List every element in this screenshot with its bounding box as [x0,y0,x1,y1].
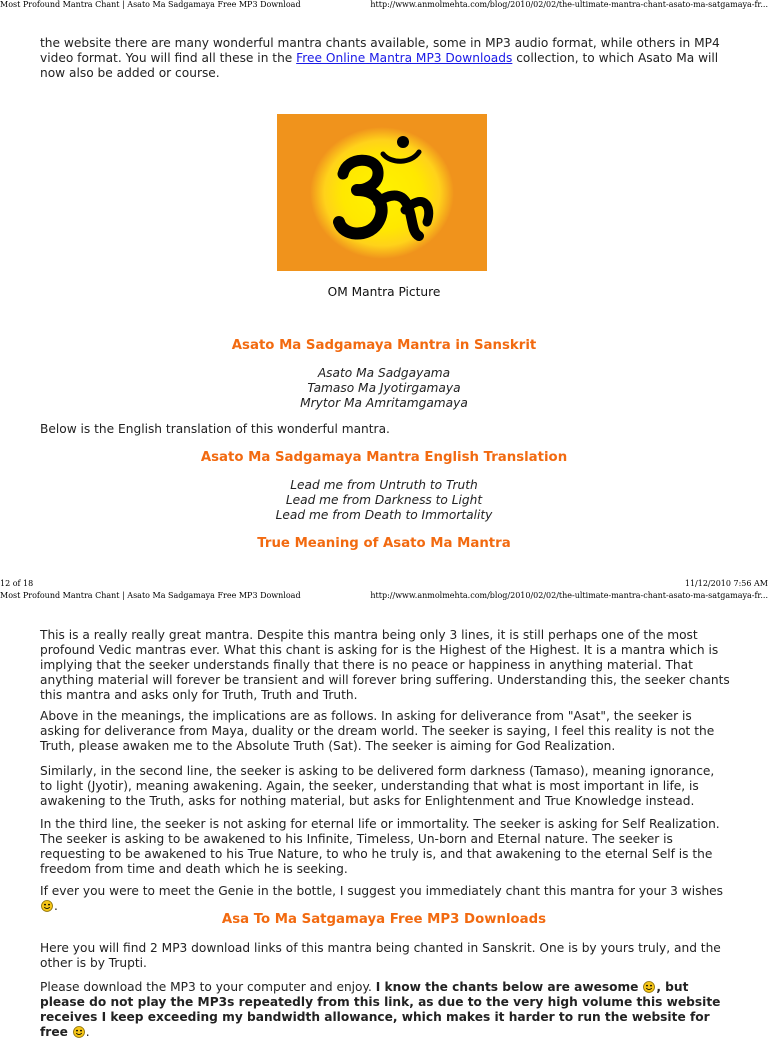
print-footer [0,579,768,591]
sanskrit-heading: Asato Ma Sadgamaya Mantra in Sanskrit [231,338,537,353]
downloads-heading: Asa To Ma Satgamaya Free MP3 Downloads [221,912,547,927]
verse-line: Lead me from Death to Immortality [275,508,493,522]
translation-intro: Below is the English translation of this wonderful mantra. [40,422,390,436]
smiley-icon [643,981,655,993]
verse-line: Tamaso Ma Jyotirgamaya [307,381,461,395]
page-number: 12 of 18 [0,579,34,588]
sanskrit-verse [0,366,768,411]
downloads-paragraph-1: Here you will find 2 MP3 download links of this mantra being chanted in Sanskrit. One is by yours truly, and the other is by Trupti. [40,941,721,970]
translation-heading: Asato Ma Sadgamaya Mantra English Translation [200,450,568,465]
print-timestamp: 11/12/2010 7:56 AM [684,579,768,588]
print-header-2 [0,591,768,603]
print-header-url: http://www.anmolmehta.com/blog/2010/02/02/the-ultimate-mantra-chant-asato-ma-satgamaya-fr... [370,0,768,9]
om-symbol-icon [277,114,487,271]
verse-line: Mrytor Ma Amritamgamaya [300,396,468,410]
print-header-url: http://www.anmolmehta.com/blog/2010/02/02/the-ultimate-mantra-chant-asato-ma-satgamaya-fr... [370,591,768,600]
free-mantra-downloads-link[interactable]: Free Online Mantra MP3 Downloads [296,51,513,65]
print-header-title: Most Profound Mantra Chant | Asato Ma Sadgamaya Free MP3 Download [0,0,301,9]
meaning-paragraph-4: In the third line, the seeker is not asking for eternal life or immortality. The seeker is asking for Self Realization. The seeker is asking to be awakened to his Infinite, Timeless, Un-born and Eternal nature. The seeker is requesting to be awakened to his True Nature, to who he truly is, and that awakening to the eternal Self is the freedom from time and death which he is seeking. [40,817,720,876]
verse-line: Asato Ma Sadgayama [317,366,451,380]
translation-verse [0,478,768,523]
meaning-heading: True Meaning of Asato Ma Mantra [257,536,511,551]
intro-paragraph: the website there are many wonderful mantra chants available, some in MP3 audio format, while others in MP4 video format. You will find all these in the Free Online Mantra MP3 Downloads collection, to which Asato Ma will now also be added or course. [40,36,720,80]
meaning-paragraph-2: Above in the meanings, the implications are as follows. In asking for deliverance from "Asat", the seeker is asking for deliverance from Maya, duality or the dream world. The seeker is saying, I feel this reality is not the Truth, please awaken me to the Absolute Truth (Sat). The seeker is aiming for God Realization. [40,709,715,753]
smiley-icon [41,900,53,912]
downloads-paragraph-2: Please download the MP3 to your computer and enjoy. I know the chants below are awesome , but please do not play the MP3s repeatedly from this link, as due to the very high volume this website receives I keep exceeding my bandwidth allowance, which makes it harder to run the website for free . [40,980,721,1039]
genie-paragraph: If ever you were to meet the Genie in the bottle, I suggest you immediately chant this mantra for your 3 wishes . [40,884,724,913]
om-mantra-image [277,114,487,271]
meaning-paragraph-1: This is a really really great mantra. Despite this mantra being only 3 lines, it is still perhaps one of the most profound Vedic mantras ever. What this chant is asking for is the Highest of the Highest. It is a mantra which is implying that the seeker understands finally that there is no peace or happiness in anything material. That anything material will forever be transient and will forever bring suffering. Understanding this, the seeker chants this mantra and asks only for Truth, Truth and Truth. [40,628,730,702]
print-header [0,0,768,12]
print-header-title: Most Profound Mantra Chant | Asato Ma Sadgamaya Free MP3 Download [0,591,301,600]
smiley-icon [73,1026,85,1038]
verse-line: Lead me from Untruth to Truth [290,478,478,492]
image-caption: OM Mantra Picture [327,285,441,299]
meaning-paragraph-3: Similarly, in the second line, the seeker is asking to be delivered form darkness (Tamaso), meaning ignorance, to light (Jyotir), meaning awakening. Again, the seeker, understanding that what is most important in life, is awakening to the Truth, asks for nothing material, but asks for Enlightenment and True Knowledge instead. [40,764,715,808]
verse-line: Lead me from Darkness to Light [285,493,483,507]
